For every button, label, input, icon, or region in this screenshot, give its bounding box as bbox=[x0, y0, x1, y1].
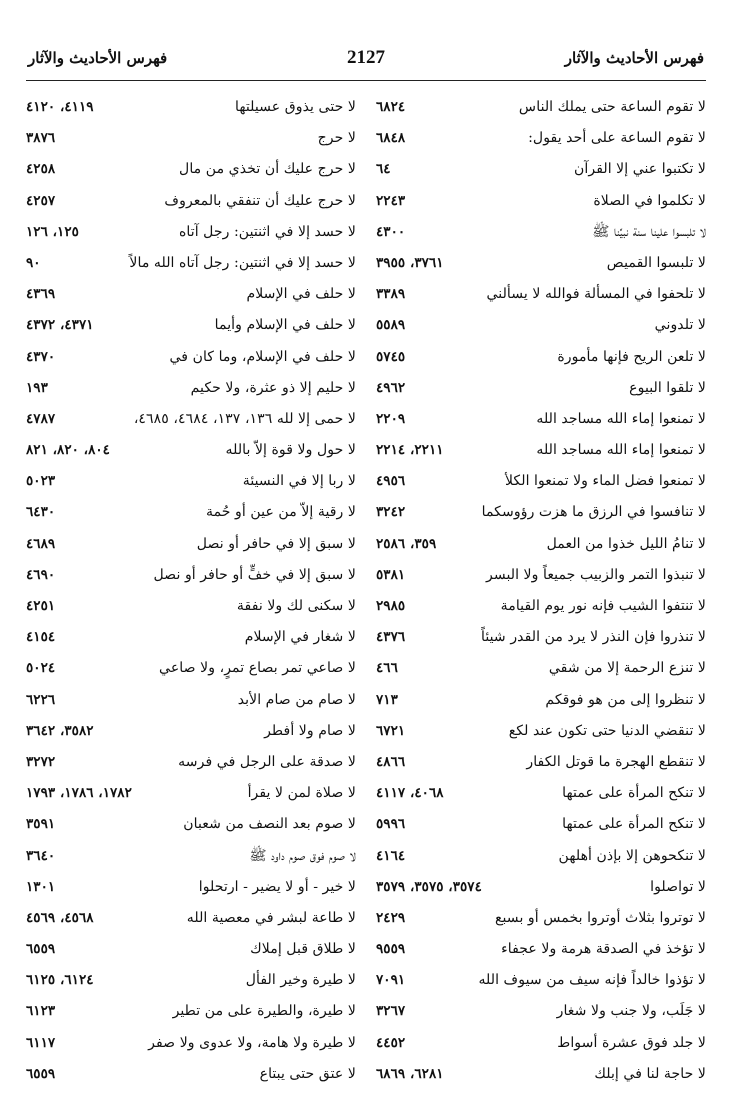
index-entry bbox=[26, 841, 356, 872]
index-entry bbox=[376, 248, 706, 279]
entry-refs: ١٧٨٢، ١٧٨٦، ١٧٩٣ bbox=[26, 785, 132, 802]
index-entry bbox=[26, 809, 356, 840]
entry-text: لا تلبسوا القميص bbox=[606, 254, 706, 271]
entry-text: لا صاعي تمر بصاع تمرٍ، ولا صاعي bbox=[159, 660, 356, 677]
entry-refs: ٣٥٩١ bbox=[26, 816, 56, 833]
index-entry bbox=[376, 186, 706, 217]
index-entry bbox=[376, 92, 706, 123]
index-entry bbox=[376, 747, 706, 778]
entry-refs: ٤٢٥٨ bbox=[26, 161, 56, 178]
entry-text: لا صلاة لمن لا يقرأ bbox=[247, 785, 356, 802]
entry-refs: ٤٣٦٩ bbox=[26, 286, 56, 303]
entry-text: لا تؤذوا خالداً فإنه سيف من سيوف الله bbox=[478, 972, 706, 989]
entry-refs: ٨٠٤، ٨٢٠، ٨٢١ bbox=[26, 442, 110, 459]
entry-refs: ٥٥٨٩ bbox=[376, 317, 406, 334]
index-entry bbox=[26, 404, 356, 435]
entry-text: لا صدقة على الرجل في فرسه bbox=[178, 753, 356, 770]
entry-text: لا سكنى لك ولا نفقة bbox=[236, 598, 356, 614]
entry-refs: ١٢٥، ١٢٦ bbox=[26, 223, 79, 240]
entry-refs: ٣٢٧٢ bbox=[26, 753, 56, 770]
index-entry bbox=[26, 872, 356, 903]
index-entry bbox=[376, 529, 706, 560]
index-entry bbox=[26, 154, 356, 185]
entry-text: لا حرج bbox=[317, 130, 356, 147]
entry-refs: ٧٠٩١ bbox=[376, 972, 406, 989]
entry-refs: ٤٢٥٧ bbox=[26, 192, 56, 209]
entry-text: لا حلف في الإسلام bbox=[246, 286, 356, 303]
entry-text: لا تلعن الريح فإنها مأمورة bbox=[557, 348, 706, 365]
page-number: 2127 bbox=[347, 47, 385, 68]
entry-refs: ٦٥٥٩ bbox=[26, 941, 56, 958]
entry-refs: ٣٧٦١، ٣٩٥٥ bbox=[376, 254, 444, 271]
entry-refs: ٤٣٠٠ bbox=[376, 223, 406, 240]
index-column-right bbox=[376, 92, 706, 1082]
entry-text: لا تلدوني bbox=[654, 317, 706, 334]
index-entry bbox=[26, 996, 356, 1027]
entry-text: لا حمى إلا لله ١٣٦، ١٣٧، ٤٦٨٤، ٤٦٨٥، bbox=[133, 410, 356, 427]
entry-refs: ٦٤٣٠ bbox=[26, 504, 56, 521]
index-entry bbox=[376, 154, 706, 185]
entry-text: لا طيرة وخير الفأل bbox=[245, 972, 356, 989]
index-entry bbox=[376, 653, 706, 684]
index-entry bbox=[26, 497, 356, 528]
index-entry bbox=[26, 747, 356, 778]
entry-refs: ٦٧٢١ bbox=[376, 722, 406, 739]
index-entry bbox=[26, 903, 356, 934]
index-entry bbox=[26, 92, 356, 123]
index-entry bbox=[376, 310, 706, 341]
index-columns bbox=[26, 92, 706, 1082]
entry-text: لا تنكح المرأة على عمتها bbox=[562, 785, 706, 802]
entry-text: لا تنتفوا الشيب فإنه نور يوم القيامة bbox=[500, 598, 706, 614]
entry-text: لا سبق إلا في حافر أو نصل bbox=[196, 535, 356, 552]
entry-text: لا تواصلوا bbox=[650, 878, 706, 895]
entry-refs: ٥٩٩٦ bbox=[376, 816, 406, 833]
index-entry bbox=[376, 996, 706, 1027]
entry-text: لا ربا إلا في النسيئة bbox=[242, 473, 356, 490]
entry-text: لا صام ولا أفطر bbox=[264, 722, 356, 739]
index-entry bbox=[26, 123, 356, 154]
index-entry bbox=[376, 685, 706, 716]
entry-text: لا شغار في الإسلام bbox=[244, 629, 356, 646]
entry-text: لا حرج عليك أن تخذي من مال bbox=[179, 161, 356, 178]
entry-text: لا تكلموا في الصلاة bbox=[593, 192, 706, 209]
entry-refs: ٤٤٥٢ bbox=[376, 1034, 406, 1051]
index-entry bbox=[376, 591, 706, 622]
entry-refs: ٤٣٧٠ bbox=[26, 348, 56, 365]
entry-text: لا تنزع الرحمة إلا من شقي bbox=[548, 660, 706, 677]
entry-refs: ٥٧٤٥ bbox=[376, 348, 406, 365]
entry-refs: ٤١٥٤ bbox=[26, 629, 56, 646]
entry-text: لا تقوم الساعة حتى يملك الناس bbox=[518, 99, 706, 115]
entry-text: لا تنقضي الدنيا حتى تكون عند لكع bbox=[508, 722, 706, 739]
entry-refs: ٣٨٧٦ bbox=[26, 130, 56, 147]
entry-text: لا تقوم الساعة على أحد يقول: bbox=[528, 130, 706, 147]
index-entry bbox=[26, 529, 356, 560]
index-entry bbox=[26, 217, 356, 248]
entry-text: لا تنافسوا في الرزق ما هزت رؤوسكما bbox=[481, 504, 706, 521]
entry-refs: ٢٤٢٩ bbox=[376, 909, 406, 926]
index-entry bbox=[26, 248, 356, 279]
index-entry bbox=[26, 1059, 356, 1090]
entry-refs: ٤٩٦٢ bbox=[376, 379, 406, 396]
entry-refs: ٣٥٧٤، ٣٥٧٥، ٣٥٧٩ bbox=[376, 878, 482, 895]
entry-text: لا خير - أو لا يضير - ارتحلوا bbox=[198, 878, 356, 895]
entry-text: لا طلاق قبل إملاك bbox=[250, 941, 356, 958]
index-entry bbox=[26, 310, 356, 341]
entry-text: لا تنكحوهن إلا بإذن أهلهن bbox=[558, 847, 706, 864]
entry-refs: ٢٢٤٣ bbox=[376, 192, 406, 209]
entry-refs: ٤٣٧٦ bbox=[376, 629, 406, 646]
entry-text: لا حرج عليك أن تنفقي بالمعروف bbox=[164, 192, 356, 209]
entry-refs: ٤٦٦ bbox=[376, 660, 398, 677]
entry-refs: ٦١٢٤، ٦١٢٥ bbox=[26, 972, 94, 989]
entry-refs: ٢٩٨٥ bbox=[376, 598, 406, 614]
entry-text: لا تلبسوا علينا سنة نبيِّنا ﷺ bbox=[592, 223, 706, 240]
index-entry bbox=[26, 653, 356, 684]
entry-refs: ٥٣٨١ bbox=[376, 566, 406, 583]
entry-refs: ٤٥٦٨، ٤٥٦٩ bbox=[26, 909, 94, 926]
entry-refs: ٤٣٧١، ٤٣٧٢ bbox=[26, 317, 94, 334]
index-entry bbox=[376, 1059, 706, 1090]
entry-refs: ٢٢٠٩ bbox=[376, 410, 406, 427]
index-entry bbox=[376, 279, 706, 310]
entry-text: لا حسد إلا في اثنتين: رجل آتاه bbox=[179, 223, 356, 240]
entry-refs: ٤١٦٤ bbox=[376, 847, 406, 864]
index-entry bbox=[376, 404, 706, 435]
entry-text: لا حلف في الإسلام وأيما bbox=[214, 317, 356, 334]
entry-text: لا حول ولا قوة إلاّ بالله bbox=[225, 442, 356, 459]
index-entry bbox=[376, 497, 706, 528]
entry-refs: ٧١٣ bbox=[376, 691, 398, 708]
index-entry bbox=[376, 934, 706, 965]
entry-refs: ٤٦٨٩ bbox=[26, 535, 56, 552]
entry-refs: ٣٥٨٢، ٣٦٤٢ bbox=[26, 722, 94, 739]
entry-text: لا تمنعوا إماء الله مساجد الله bbox=[536, 410, 706, 427]
entry-refs: ١٩٣ bbox=[26, 379, 48, 396]
index-entry bbox=[26, 342, 356, 373]
entry-text: لا تنذروا فإن النذر لا يرد من القدر شيئاً bbox=[481, 629, 706, 646]
page-header bbox=[28, 44, 704, 72]
entry-refs: ٦١١٧ bbox=[26, 1034, 56, 1051]
entry-refs: ٦٢٨١، ٦٨٦٩ bbox=[376, 1065, 444, 1082]
entry-refs: ٦٥٥٩ bbox=[26, 1065, 56, 1082]
entry-text: لا تنظروا إلى من هو فوقكم bbox=[545, 691, 706, 708]
entry-text: لا تلقوا البيوع bbox=[629, 379, 706, 396]
entry-refs: ٦٢٢٦ bbox=[26, 691, 56, 708]
entry-text: لا توتروا بثلاث أوتروا بخمس أو بسبع bbox=[494, 909, 706, 926]
index-entry bbox=[26, 716, 356, 747]
entry-refs: ١٣٠١ bbox=[26, 878, 56, 895]
entry-text: لا طيرة، والطيرة على من تطير bbox=[172, 1003, 356, 1020]
entry-text: لا تمنعوا إماء الله مساجد الله bbox=[536, 442, 706, 459]
entry-text: لا صوم فوق صوم داود ﷺ bbox=[249, 847, 356, 864]
index-entry bbox=[26, 373, 356, 404]
entry-refs: ٥٠٢٤ bbox=[26, 660, 56, 677]
index-entry bbox=[376, 435, 706, 466]
entry-text: لا رقية إلاّ من عين أو حُمة bbox=[205, 504, 356, 521]
index-entry bbox=[376, 809, 706, 840]
entry-refs: ٤٨٦٦ bbox=[376, 753, 406, 770]
entry-text: لا تنبذوا التمر والزبيب جميعاً ولا البسر bbox=[486, 566, 706, 583]
entry-text: لا حسد إلا في اثنتين: رجل آتاه الله مالاً bbox=[129, 254, 356, 271]
running-title-right: فهرس الأحاديث والآثار bbox=[564, 49, 704, 67]
entry-refs: ٩٥٥٩ bbox=[376, 941, 406, 958]
index-entry bbox=[26, 1028, 356, 1059]
index-entry bbox=[376, 872, 706, 903]
entry-refs: ٦٤ bbox=[376, 161, 391, 178]
index-entry bbox=[376, 965, 706, 996]
entry-refs: ٢٢١١، ٢٢١٤ bbox=[376, 442, 444, 459]
index-entry bbox=[376, 560, 706, 591]
index-entry bbox=[26, 560, 356, 591]
entry-text: لا حلف في الإسلام، وما كان في bbox=[169, 348, 356, 365]
index-entry bbox=[376, 342, 706, 373]
entry-text: لا تنامُ الليل خذوا من العمل bbox=[546, 535, 706, 552]
entry-text: لا عتق حتى يبتاع bbox=[259, 1065, 356, 1082]
entry-text: لا جلد فوق عشرة أسواط bbox=[557, 1034, 706, 1051]
entry-text: لا تلحفوا في المسألة فوالله لا يسألني bbox=[486, 286, 706, 303]
index-entry bbox=[376, 903, 706, 934]
entry-refs: ٣٦٤٠ bbox=[26, 847, 56, 864]
entry-text: لا تمنعوا فضل الماء ولا تمنعوا الكلأ bbox=[504, 473, 706, 490]
entry-refs: ٤٠٦٨، ٤١١٧ bbox=[376, 785, 444, 802]
entry-text: لا حتى يذوق عسيلتها bbox=[235, 99, 356, 115]
index-entry bbox=[26, 934, 356, 965]
entry-refs: ٤٦٩٠ bbox=[26, 566, 56, 583]
entry-refs: ٣٢٤٢ bbox=[376, 504, 406, 521]
running-title-left: فهرس الأحاديث والآثار bbox=[28, 49, 168, 67]
entry-refs: ٤١١٩، ٤١٢٠ bbox=[26, 99, 94, 115]
entry-text: لا طاعة لبشر في معصية الله bbox=[186, 909, 356, 926]
header-rule bbox=[26, 80, 706, 81]
entry-text: لا حليم إلا ذو عثرة، ولا حكيم bbox=[190, 379, 356, 396]
entry-text: لا تنقطع الهجرة ما قوتل الكفار bbox=[526, 753, 706, 770]
entry-text: لا حاجة لنا في إبلك bbox=[594, 1065, 706, 1082]
entry-refs: ٣٢٦٧ bbox=[376, 1003, 406, 1020]
entry-text: لا تنكح المرأة على عمتها bbox=[562, 816, 706, 833]
entry-text: لا طيرة ولا هامة، ولا عدوى ولا صفر bbox=[148, 1034, 356, 1051]
index-entry bbox=[26, 279, 356, 310]
index-entry bbox=[26, 965, 356, 996]
index-entry bbox=[26, 622, 356, 653]
entry-refs: ٤٧٨٧ bbox=[26, 410, 56, 427]
index-entry bbox=[376, 716, 706, 747]
index-entry bbox=[376, 373, 706, 404]
entry-refs: ٣٥٩، ٢٥٨٦ bbox=[376, 535, 437, 552]
index-column-left bbox=[26, 92, 356, 1082]
entry-refs: ٦٨٤٨ bbox=[376, 130, 406, 147]
entry-text: لا تكتبوا عني إلا القرآن bbox=[574, 161, 706, 178]
index-entry bbox=[376, 778, 706, 809]
index-entry bbox=[376, 1028, 706, 1059]
index-entry bbox=[376, 466, 706, 497]
index-entry bbox=[26, 591, 356, 622]
entry-text: لا تؤخذ في الصدقة هرمة ولا عجفاء bbox=[501, 941, 706, 958]
index-entry bbox=[26, 186, 356, 217]
entry-refs: ٤٢٥١ bbox=[26, 598, 56, 614]
entry-refs: ٥٠٢٣ bbox=[26, 473, 56, 490]
entry-text: لا سبق إلا في خفٍّ أو حافر أو نصل bbox=[153, 566, 356, 583]
entry-text: لا جَلَب، ولا جنب ولا شغار bbox=[556, 1003, 706, 1020]
entry-refs: ٦١٢٣ bbox=[26, 1003, 56, 1020]
entry-refs: ٣٣٨٩ bbox=[376, 286, 406, 303]
entry-text: لا صام من صام الأبد bbox=[237, 691, 356, 708]
index-entry bbox=[376, 217, 706, 248]
index-entry bbox=[26, 685, 356, 716]
entry-refs: ٤٩٥٦ bbox=[376, 473, 406, 490]
entry-refs: ٩٠ bbox=[26, 254, 41, 271]
index-entry bbox=[26, 466, 356, 497]
entry-text: لا صوم بعد النصف من شعبان bbox=[183, 816, 356, 833]
entry-refs: ٦٨٢٤ bbox=[376, 99, 406, 115]
index-entry bbox=[26, 778, 356, 809]
index-entry bbox=[376, 123, 706, 154]
index-entry bbox=[376, 841, 706, 872]
index-entry bbox=[376, 622, 706, 653]
index-entry bbox=[26, 435, 356, 466]
